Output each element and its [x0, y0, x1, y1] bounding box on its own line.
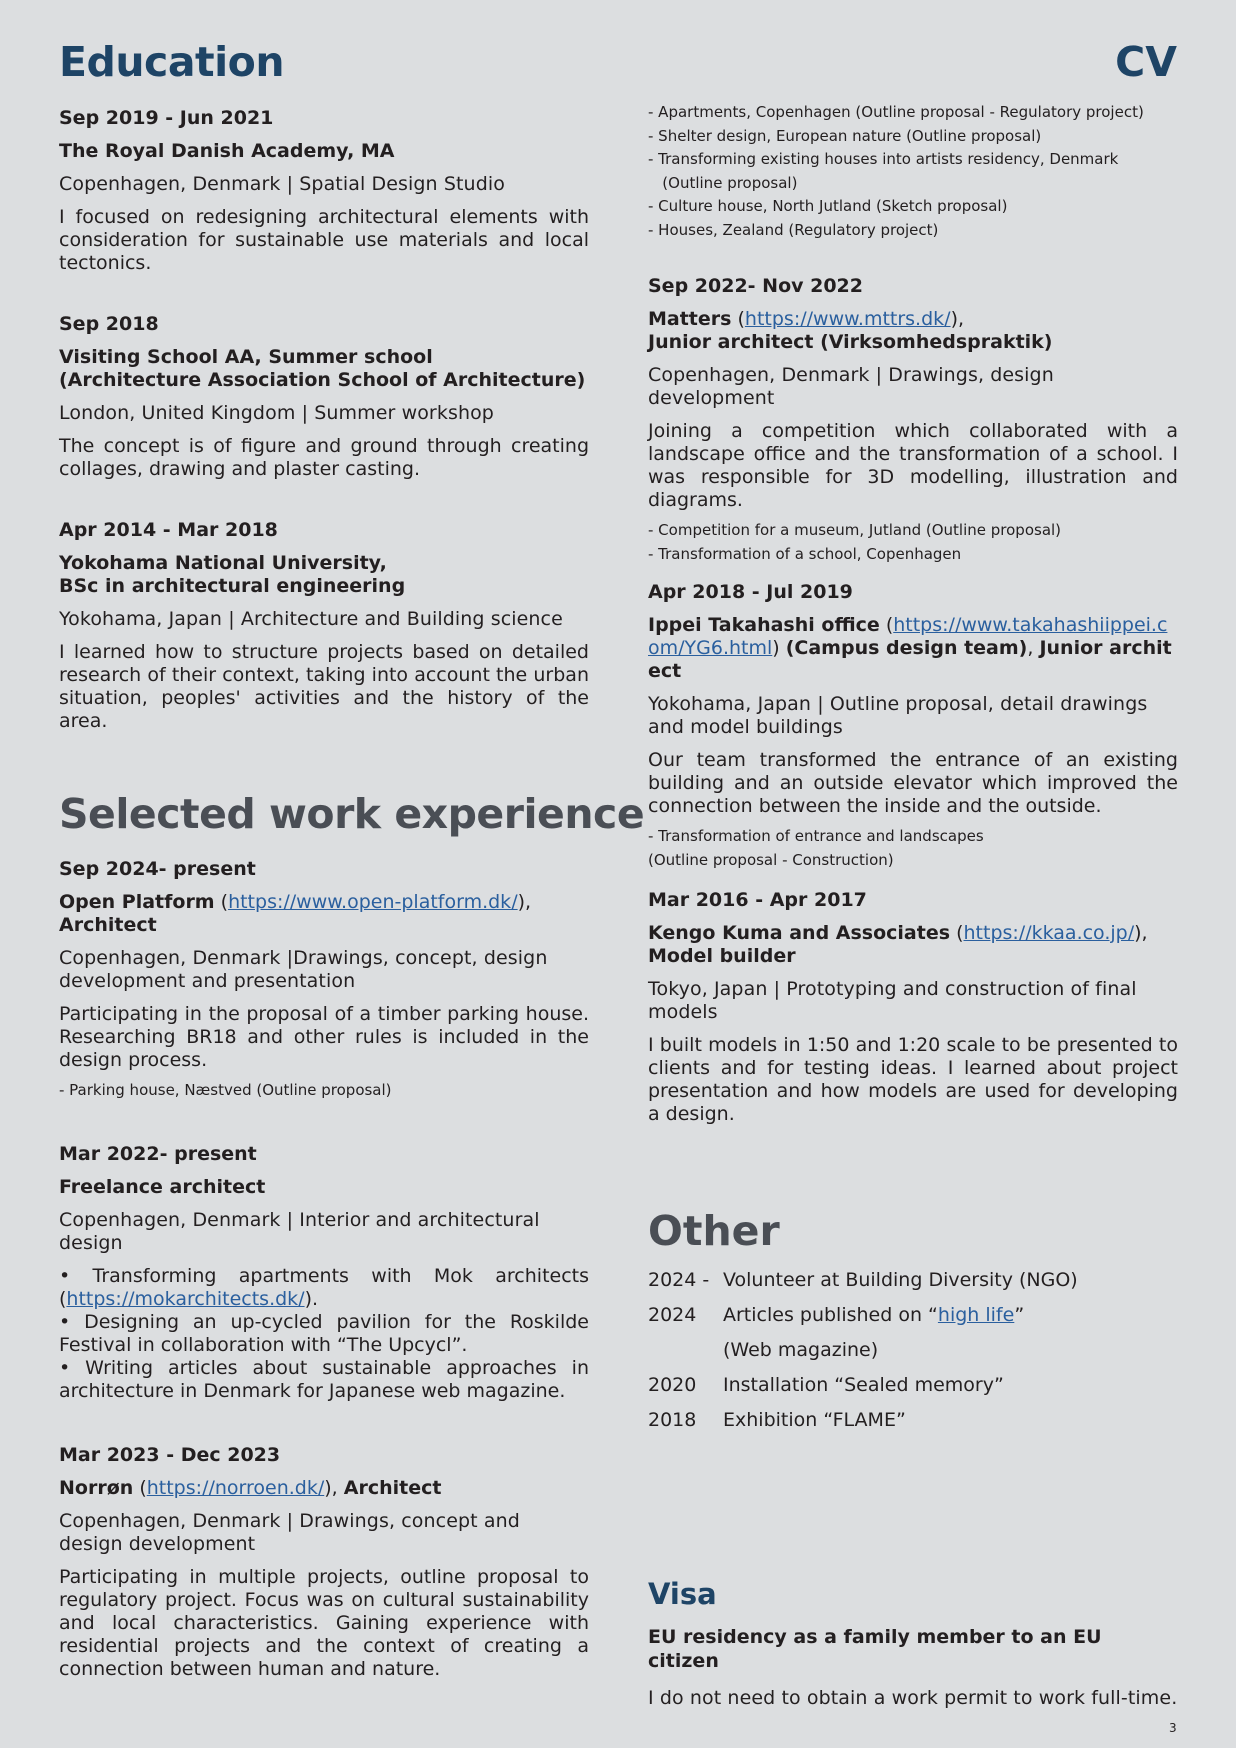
entry-date: Sep 2022- Nov 2022 [648, 275, 864, 297]
other-text: Volunteer at Building Diversity (NGO) [723, 1269, 1078, 1291]
entry-title-line1: Visiting School AA, Summer school [59, 346, 433, 368]
visa-text: I do not need to obtain a work permit to work full-time. [648, 1687, 1178, 1709]
project-item: - Houses, Zealand (Regulatory project) [648, 220, 939, 239]
cv-heading: CV [1115, 38, 1177, 86]
other-heading: Other [648, 1207, 780, 1255]
work-entry-kkaa: Mar 2016 - Apr 2017 Kengo Kuma and Associates (https://kkaa.co.jp/), Model builder Tokyo, Japan | Prototyping and construction of final models I built models in 1:50 and 1:20 scale to be presented to clients and for testing ideas. I learned about project presentation and how models are used for developing a design. [648, 889, 1178, 1125]
other-item [648, 1373, 1004, 1397]
visa-title: EU residency as a family member to an EU citizen [648, 1626, 1102, 1672]
work-entry-matters: Sep 2022- Nov 2022 Matters (https://www.mttrs.dk/), Junior architect (Virksomhedspraktik) Copenhagen, Denmark | Drawings, design development Joining a competition which collaborated with a landscape office and the transformation of a school. I was responsible for 3D modelling, illustration and diagrams. - Competition for a museum, Jutland (Outline proposal) - Transformation of a school, Copenhagen [648, 274, 1178, 566]
education-entry-yokohama [59, 518, 589, 733]
project-item: - Parking house, Næstved (Outline proposal) [59, 1081, 392, 1099]
work-heading: Selected work experience [59, 790, 645, 838]
entry-date: Sep 2024- present [59, 858, 256, 880]
entry-location: Copenhagen, Denmark | Drawings, design development [648, 364, 1054, 409]
work-entry-open-platform: Sep 2024- present Open Platform (https://www.open-platform.dk/), Architect Copenhagen, Denmark |Drawings, concept, design development and presentation Participating in the proposal of a timber parking house. Researching BR18 and other rules is included in the design process. - Parking house, Næstved (Outline proposal) [59, 857, 589, 1102]
company-link[interactable]: https://www.takahashiippei.com/YG6.html [648, 614, 1168, 659]
other-item [648, 1268, 1078, 1292]
education-entry-royal-academy [59, 106, 589, 275]
project-item: - Transforming existing houses into artists residency, Denmark [648, 150, 1119, 168]
company-link[interactable]: https://norroen.dk/ [146, 1477, 325, 1499]
other-text: Installation “Sealed memory” [723, 1374, 1004, 1396]
other-year: 2018 [648, 1409, 697, 1431]
entry-location: Copenhagen, Denmark | Drawings, concept and design development [59, 1510, 520, 1555]
entry-company: Matters [648, 308, 732, 330]
work-entry-norron: Mar 2023 - Dec 2023 Norrøn (https://norroen.dk/), Architect Copenhagen, Denmark | Drawings, concept and design development Participating in multiple projects, outline proposal to regulatory project. Focus was on cultural sustainability and local characteristics. Gaining experience with residential projects and the context of creating a connection between human and nature. [59, 1444, 589, 1680]
high-life-link[interactable]: high life [937, 1304, 1015, 1326]
project-item: - Culture house, North Jutland (Sketch proposal) [648, 197, 1008, 215]
project-item: - Shelter design, European nature (Outline proposal) [648, 126, 1042, 145]
entry-location: Yokohama, Japan | Outline proposal, detail drawings and model buildings [648, 693, 1148, 738]
entry-role: Model builder [648, 945, 796, 967]
project-item: (Outline proposal) [648, 173, 798, 192]
entry-role: Junior architect (Virksomhedspraktik) [648, 331, 1053, 353]
company-link[interactable]: https://www.mttrs.dk/ [744, 308, 951, 330]
entry-description: Joining a competition which collaborated with a landscape office and the transformation of a school. I was responsible for 3D modelling, illustration and diagrams. [648, 420, 1178, 511]
project-item: - Competition for a museum, Jutland (Outline proposal) [648, 521, 1062, 539]
other-item: 2024 Articles published on “high life” [648, 1304, 1025, 1326]
bullet-item: • Transforming apartments with Mok architects (https://mokarchitects.dk/). [59, 1265, 589, 1310]
project-list [648, 824, 1178, 872]
project-item: - Transformation of entrance and landscapes [648, 827, 984, 845]
entry-title-line2: (Architecture Association School of Architecture) [59, 369, 586, 391]
entry-title: The Royal Danish Academy, MA [59, 140, 395, 162]
education-entry-aa [59, 312, 589, 481]
entry-company: Kengo Kuma and Associates [648, 922, 951, 944]
entry-date: Apr 2018 - Jul 2019 [648, 581, 853, 603]
entry-role: Architect [59, 914, 157, 936]
bullet-item: • Writing articles about sustainable approaches in architecture in Denmark for Japanese web magazine. [59, 1357, 589, 1402]
project-item: - Apartments, Copenhagen (Outline proposal - Regulatory project) [648, 103, 1144, 121]
other-item [648, 1408, 906, 1432]
entry-role: Junior architect [648, 637, 1172, 682]
visa-section [648, 1625, 1178, 1720]
entry-title-line1: Yokohama National University, [59, 552, 387, 574]
project-list [59, 1078, 589, 1102]
other-text: Exhibition “FLAME” [723, 1409, 906, 1431]
education-heading: Education [59, 38, 285, 86]
work-entry-freelance [59, 1142, 589, 1403]
other-year: 2024 - [648, 1269, 710, 1291]
bullet-list [59, 1265, 589, 1403]
entry-location: Yokohama, Japan | Architecture and Building science [59, 608, 563, 630]
norron-project-list [648, 101, 1208, 242]
entry-description: I learned how to structure projects based on detailed research of their context, taking into account the urban situation, peoples' activities and the history of the area. [59, 641, 589, 732]
entry-date: Apr 2014 - Mar 2018 [59, 519, 278, 541]
entry-title-line2: BSc in architectural engineering [59, 575, 406, 597]
entry-role: Architect [343, 1477, 442, 1499]
other-item-continued [648, 1338, 878, 1362]
entry-date: Mar 2016 - Apr 2017 [648, 889, 867, 911]
entry-company: Open Platform [59, 891, 215, 913]
work-entry-ippei: Apr 2018 - Jul 2019 Ippei Takahashi office (https://www.takahashiippei.com/YG6.html) (Campus design team), Junior architect Yokohama, Japan | Outline proposal, detail drawings and model buildings Our team transformed the entrance of an existing building and an outside elevator which improved the connection between the inside and the outside. - Transformation of entrance and landscapes (Outline proposal - Construction) [648, 580, 1178, 872]
entry-description: Our team transformed the entrance of an existing building and an outside elevator which improved the connection between the inside and the outside. [648, 749, 1178, 817]
entry-location: London, United Kingdom | Summer workshop [59, 402, 494, 424]
other-year: 2024 [648, 1304, 697, 1326]
entry-description: I focused on redesigning architectural elements with consideration for sustainable use materials and local tectonics. [59, 206, 589, 274]
project-item: - Transformation of a school, Copenhagen [648, 545, 962, 563]
entry-description: Participating in the proposal of a timber parking house. Researching BR18 and other rules is included in the design process. [59, 1003, 589, 1071]
entry-location: Tokyo, Japan | Prototyping and construction of final models [648, 978, 1137, 1023]
mok-link[interactable]: https://mokarchitects.dk/ [66, 1288, 305, 1310]
entry-location: Copenhagen, Denmark | Spatial Design Studio [59, 173, 505, 195]
entry-team: (Campus design team) [785, 637, 1028, 659]
entry-date: Sep 2018 [59, 313, 159, 335]
entry-description: The concept is of figure and ground through creating collages, drawing and plaster casting. [59, 435, 589, 480]
entry-company: Norrøn [59, 1477, 134, 1499]
project-item: (Outline proposal - Construction) [648, 851, 894, 869]
entry-location: Copenhagen, Denmark | Interior and architectural design [59, 1209, 540, 1254]
entry-date: Mar 2022- present [59, 1143, 257, 1165]
entry-company: Ippei Takahashi office [648, 614, 880, 636]
entry-location: Copenhagen, Denmark |Drawings, concept, design development and presentation [59, 947, 548, 992]
project-list [648, 518, 1178, 566]
page-number: 3 [1169, 1721, 1177, 1735]
entry-date: Sep 2019 - Jun 2021 [59, 107, 274, 129]
entry-description: Participating in multiple projects, outline proposal to regulatory project. Focus was on cultural sustainability and local characteristics. Gaining experience with residential projects and the context of creating a connection between human and nature. [59, 1566, 589, 1680]
entry-date: Mar 2023 - Dec 2023 [59, 1444, 281, 1466]
other-year: 2020 [648, 1374, 697, 1396]
other-text: (Web magazine) [723, 1339, 879, 1361]
bullet-item: • Designing an up-cycled pavilion for the Roskilde Festival in collaboration with “The Upcycl”. [59, 1311, 589, 1356]
company-link[interactable]: https://kkaa.co.jp/ [963, 922, 1135, 944]
company-link[interactable]: https://www.open-platform.dk/ [228, 891, 518, 913]
entry-description: I built models in 1:50 and 1:20 scale to be presented to clients and for testing ideas. I learned about project presentation and how models are used for developing a design. [648, 1034, 1178, 1125]
visa-heading: Visa [648, 1577, 717, 1611]
entry-title: Freelance architect [59, 1176, 266, 1198]
